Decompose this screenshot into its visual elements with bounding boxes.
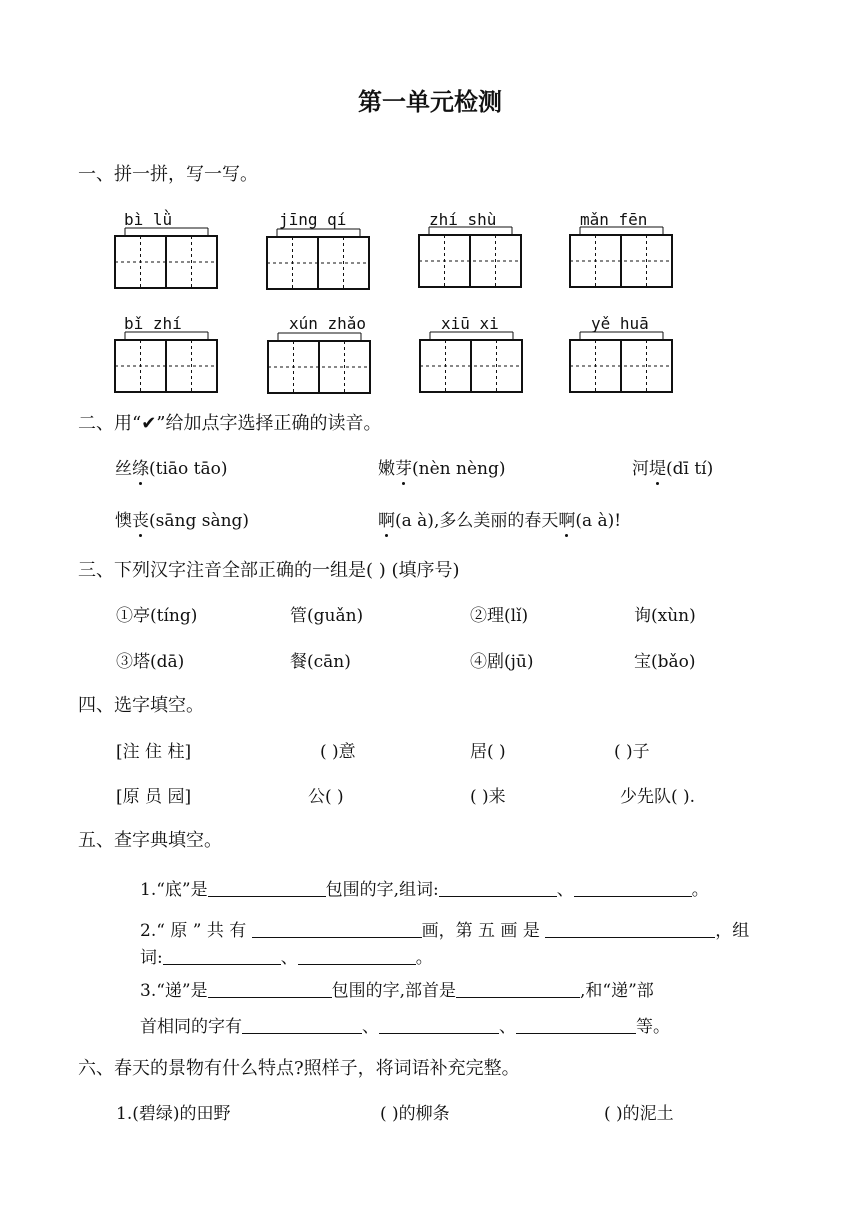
page-title: 第一单元检测 xyxy=(358,88,502,116)
writing-grid-5 xyxy=(115,332,217,392)
option-3a: ③塔(dā) xyxy=(116,652,185,672)
example-phrase: 1.(碧绿)的田野 xyxy=(116,1104,231,1124)
blank[interactable] xyxy=(545,919,715,938)
pinyin-3: zhí shù xyxy=(429,210,497,229)
blank[interactable] xyxy=(379,1015,499,1034)
choice-4: 懊丧(sāng sàng) xyxy=(115,506,249,531)
option-1a: ①亭(tíng) xyxy=(116,606,198,626)
char-set-2: [原 员 园] xyxy=(116,787,192,807)
dict-q1: 1.“底”是 包围的字,组词: 、 。 xyxy=(140,880,709,900)
blank[interactable] xyxy=(208,878,326,897)
fill-5: ( )来 xyxy=(470,787,506,807)
dict-q3-line2: 首相同的字有 、 、 等。 xyxy=(140,1017,670,1037)
blank[interactable] xyxy=(163,946,281,965)
writing-grid-2 xyxy=(267,229,369,289)
writing-grids xyxy=(0,0,860,420)
section-3-heading: 三、下列汉字注音全部正确的一组是( ) (填序号) xyxy=(78,560,460,581)
choice-2: 嫩芽(nèn nèng) xyxy=(378,454,505,479)
writing-grid-6 xyxy=(268,333,370,393)
blank[interactable] xyxy=(456,979,580,998)
dict-q2-line1: 2.“ 原 ” 共 有 画，第 五 画 是 ，组 xyxy=(140,921,750,941)
fill-phrase-1: ( )的柳条 xyxy=(380,1104,450,1124)
fill-phrase-2: ( )的泥土 xyxy=(604,1104,674,1124)
blank[interactable] xyxy=(439,878,557,897)
writing-grid-4 xyxy=(570,227,672,287)
choice-3: 河堤(dī tí) xyxy=(632,454,713,479)
fill-2: 居( ) xyxy=(470,742,506,762)
pinyin-6: xún zhǎo xyxy=(289,314,367,333)
fill-6: 少先队( ). xyxy=(620,787,696,807)
pinyin-5: bǐ zhí xyxy=(124,314,182,333)
fill-1: ( )意 xyxy=(320,742,356,762)
pinyin-4: mǎn fēn xyxy=(580,210,648,229)
pinyin-1: bì lǜ xyxy=(124,210,173,229)
dict-q2-line2: 词: 、 。 xyxy=(140,948,433,968)
writing-grid-7 xyxy=(420,332,522,392)
writing-grid-1 xyxy=(115,228,217,288)
option-2a: ②理(lǐ) xyxy=(470,606,529,626)
writing-grid-8 xyxy=(570,332,672,392)
dict-q3-line1: 3.“递”是 包围的字,部首是 ,和“递”部 xyxy=(140,981,654,1001)
choice-5: 啊(a à),多么美丽的春天啊(a à)! xyxy=(378,506,621,531)
blank[interactable] xyxy=(298,946,416,965)
pinyin-2: jīng qí xyxy=(279,210,347,229)
pinyin-7: xiū xi xyxy=(441,314,499,333)
blank[interactable] xyxy=(242,1015,362,1034)
choice-1: 丝绦(tiāo tāo) xyxy=(115,454,228,479)
char-set-1: [注 住 柱] xyxy=(116,742,192,762)
blank[interactable] xyxy=(574,878,692,897)
section-2-heading: 二、用“✔”给加点字选择正确的读音。 xyxy=(78,413,382,434)
section-4-heading: 四、选字填空。 xyxy=(78,695,204,716)
section-1-heading: 一、拼一拼，写一写。 xyxy=(78,164,258,185)
section-5-heading: 五、查字典填空。 xyxy=(78,830,222,851)
section-6-heading: 六、春天的景物有什么特点?照样子，将词语补充完整。 xyxy=(78,1058,520,1079)
option-3b: 餐(cān) xyxy=(290,652,351,672)
blank[interactable] xyxy=(252,919,422,938)
writing-grid-3 xyxy=(419,227,521,287)
pinyin-8: yě huā xyxy=(591,314,649,333)
option-4a: ④剧(jū) xyxy=(470,652,534,672)
blank[interactable] xyxy=(516,1015,636,1034)
fill-3: ( )子 xyxy=(614,742,650,762)
option-4b: 宝(bǎo) xyxy=(634,652,696,672)
fill-4: 公( ) xyxy=(308,787,344,807)
option-1b: 管(guǎn) xyxy=(290,606,364,626)
blank[interactable] xyxy=(208,979,332,998)
option-2b: 询(xùn) xyxy=(634,606,696,626)
